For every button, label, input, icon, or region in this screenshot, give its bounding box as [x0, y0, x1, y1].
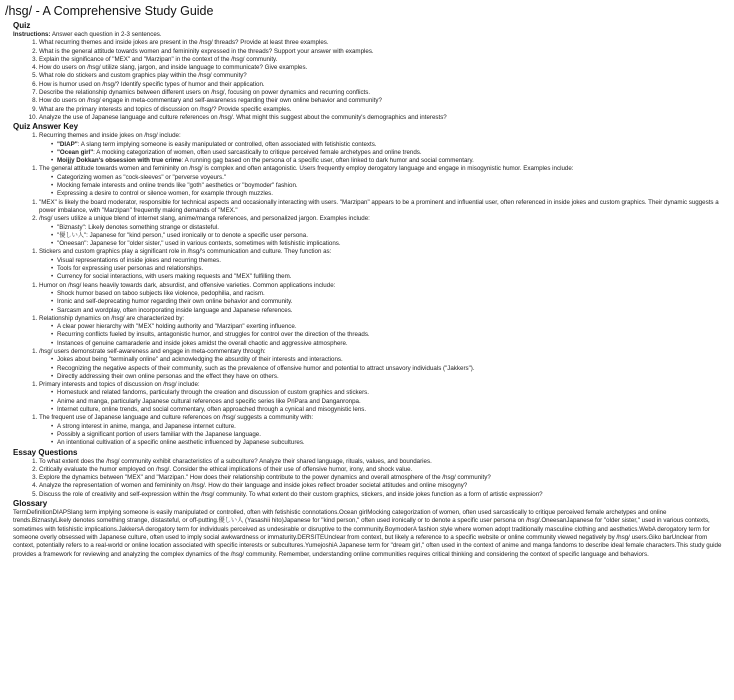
- answer-bullet-text: Anime and manga, particularly Japanese cultural references and specific series like PriPara and Danganronpa.: [57, 397, 361, 405]
- instructions-text: Answer each question in 2-3 sentences.: [50, 31, 162, 38]
- glossary-text: TermDefinitionDIAPSlang term implying someone is easily manipulated or controlled, often with fetishistic connotations.Ocean girlMocking categorization of women, often used sarcastically to critique perceived female archetypes and online trends.BiznastyLikely denotes something strange, distasteful, or off-putting.優しい人 (Yasashii hito)Japanese for "kind person," often used ironically or to denote a specific user persona on /hsg/.OneesanJapanese for "older sister," used in various contexts, sometimes with fetishistic implications.JakkersA derogatory term for individuals perceived as undesirable or disruptive to the community.BoymoderA fashion style where women adopt traditionally masculine clothing and aesthetics.WebA derogatory term for someone overly obsessed with Japanese culture, often used to imply social awkwardness or immaturity.DERSITEUnclear from context, but likely a reference to a specific website or online community viewed negatively by /hsg/ users.Giko barUnclear from context, potentially refers to a real-world or online location associated with specific interests or subcultures.YumejoshiA Japanese term for "dream girl," often used in the context of anime and manga fandoms to describe ideal female characters.This study guide provides a framework for reviewing and analyzing the complex dynamics of the /hsg/ community. Remember, understanding online communities requires critical thinking and considering the context of specific language and behaviors.: [13, 509, 722, 558]
- answer-bullet-text: Categorizing women as "cock-sleeves" or "perverse voyeurs.": [57, 173, 227, 181]
- answer-bullet: [57, 323, 728, 331]
- answer-item-list: [13, 165, 728, 173]
- answer-item-list: [13, 199, 728, 216]
- quiz-question: 6. How is humor used on /hsg/? Identify specific types of humor and their application.: [39, 81, 728, 89]
- answer-bullet: [57, 307, 728, 315]
- answer-bullet: [57, 224, 728, 232]
- answer-key-heading: Quiz Answer Key: [13, 122, 79, 132]
- answer-bullet: [57, 182, 728, 190]
- answer-bullet-text: Expressing a desire to control or silence women, for example through muzzles.: [57, 190, 273, 198]
- answer-item: [39, 165, 728, 173]
- answer-bullet-text: : A running gag based on the persona of a specific user, often linked to dark humor and social commentary.: [181, 157, 474, 165]
- answer-item: [39, 248, 728, 256]
- answer-bullet: [57, 290, 728, 298]
- answer-bullet: [57, 257, 728, 265]
- answer-item: [39, 215, 728, 223]
- answer-bullet: [57, 423, 728, 431]
- answer-bullet: [57, 157, 728, 165]
- answer-bullet: [57, 389, 728, 397]
- answer-item-list: [13, 381, 728, 389]
- answer-bullet-text: Mocking female interests and online trends like "goth" aesthetics or "boymoder" fashion.: [57, 182, 298, 190]
- quiz-question: 2. What is the general attitude towards women and femininity expressed in the threads? Support your answer with examples.: [39, 48, 728, 56]
- answer-item: [39, 348, 728, 356]
- answer-bullet-text: A clear power hierarchy with "MEX" holding authority and "Marzipan" exerting influence.: [57, 323, 297, 331]
- answer-item-list: [13, 348, 728, 356]
- answer-bullet: [57, 149, 728, 157]
- instructions-label: Instructions:: [13, 31, 51, 38]
- answer-bullet-term: "DIAP": [57, 140, 78, 148]
- answer-bullet-text: Internet culture, online trends, and social commentary, often approached through a cynical and misogynistic lens.: [57, 406, 367, 414]
- quiz-question: 10. Analyze the use of Japanese language and culture references on /hsg/. What might this suggest about the community's demographics and interests?: [39, 114, 728, 122]
- answer-bullet-text: : A mocking categorization of women, often used sarcastically to critique perceived female archetypes and online trends.: [93, 148, 422, 156]
- answer-bullet-list: [13, 257, 728, 282]
- answer-bullet: [57, 373, 728, 381]
- answer-bullet-list: [13, 141, 728, 166]
- quiz-question: 9. What are the primary interests and topics of discussion on /hsg/? Provide specific examples.: [39, 106, 728, 114]
- answer-intro: Relationship dynamics on /hsg/ are characterized by:: [39, 314, 185, 322]
- answer-intro: "MEX" is likely the board moderator, responsible for technical aspects and occasionally interacting with users. "Marzipan" appears to be a prominent and influential user, often referenced in inside jokes and custom graphics. Their dynamic suggests a power imbalance, with "Marzipan" frequently making demands of "MEX.": [39, 198, 719, 214]
- quiz-question: 5. What role do stickers and custom graphics play within the /hsg/ community?: [39, 72, 728, 80]
- answer-bullet-text: "Biznasty": Likely denotes something strange or distasteful.: [57, 223, 219, 231]
- answer-bullet-text: "優しい人": Japanese for "kind person," used ironically or to denote a specific user persona.: [57, 231, 308, 239]
- page-title: /hsg/ - A Comprehensive Study Guide: [5, 4, 214, 18]
- answer-bullet-text: An intentional cultivation of a specific online aesthetic influenced by Japanese subcultures.: [57, 439, 305, 447]
- quiz-instructions: [13, 31, 728, 39]
- answer-bullet: [57, 298, 728, 306]
- answer-bullet-text: Jokes about being "terminally online" and acknowledging the absurdity of their interests and interactions.: [57, 356, 343, 364]
- answer-bullet: [57, 174, 728, 182]
- answer-bullet-list: [13, 174, 728, 199]
- answer-bullet-text: : A slang term implying someone is easily manipulated or controlled, often associated with fetishistic contexts.: [77, 140, 377, 148]
- answer-bullet-list: [13, 224, 728, 249]
- answer-bullet-text: Recurring conflicts fueled by insults, antagonistic humor, and struggles for control over the direction of the threads.: [57, 331, 370, 339]
- answer-key-list: [13, 132, 728, 447]
- quiz-question: 7. Describe the relationship dynamics between different users on /hsg/, focusing on power dynamics and recurring conflicts.: [39, 89, 728, 97]
- quiz-question: 1. What recurring themes and inside jokes are present in the /hsg/ threads? Provide at least three examples.: [39, 39, 728, 47]
- quiz-question: 3. Explain the significance of "MEX" and "Marzipan" in the context of the /hsg/ community.: [39, 56, 728, 64]
- answer-bullet: [57, 240, 728, 248]
- answer-bullet: [57, 265, 728, 273]
- essay-heading: Essay Questions: [13, 447, 78, 457]
- answer-bullet-text: "Oneesan": Japanese for "older sister," used in various contexts, sometimes with fetishistic implications.: [57, 240, 341, 248]
- essay-question: 4. Analyze the representation of women and femininity on /hsg/. How do their language and inside jokes reflect broader societal attitudes and online misogyny?: [39, 482, 728, 490]
- answer-bullet-text: Currency for social interactions, with users making requests and "MEX" fulfilling them.: [57, 273, 292, 281]
- answer-intro: The frequent use of Japanese language and culture references on /hsg/ suggests a community with:: [39, 414, 314, 422]
- quiz-question: 8. How do users on /hsg/ engage in meta-commentary and self-awareness regarding their own online behavior and community?: [39, 97, 728, 105]
- answer-bullet-list: [13, 423, 728, 448]
- essay-question-list: [13, 458, 728, 499]
- answer-bullet-text: A strong interest in anime, manga, and Japanese internet culture.: [57, 422, 236, 430]
- answer-bullet-list: [13, 389, 728, 414]
- answer-bullet-list: [13, 323, 728, 348]
- answer-intro: Recurring themes and inside jokes on /hsg/ include:: [39, 132, 181, 140]
- answer-bullet: [57, 340, 728, 348]
- answer-bullet-text: Homestuck and related fandoms, particularly through the creation and discussion of custom graphics and stickers.: [57, 389, 369, 397]
- answer-item: [39, 199, 728, 216]
- answer-bullet: [57, 406, 728, 414]
- answer-intro: /hsg/ users demonstrate self-awareness and engage in meta-commentary through:: [39, 347, 266, 355]
- answer-bullet-term: "Ocean girl": [57, 148, 94, 156]
- answer-bullet-text: Tools for expressing user personas and relationships.: [57, 265, 204, 273]
- quiz-heading: Quiz: [13, 21, 31, 30]
- answer-item-list: [13, 282, 728, 290]
- answer-bullet-text: Recognizing the negative aspects of their community, such as the prevalence of offensive humor and potential to attract unsavory individuals ("Jakkers").: [57, 364, 475, 372]
- answer-bullet-text: Ironic and self-deprecating humor regarding their own online behavior and community.: [57, 298, 293, 306]
- answer-bullet-text: Possibly a significant portion of users familiar with the Japanese language.: [57, 430, 261, 438]
- answer-bullet-list: [13, 356, 728, 381]
- quiz-question: 4. How do users on /hsg/ utilize slang, jargon, and inside language to communicate? Give examples.: [39, 64, 728, 72]
- glossary-heading: Glossary: [13, 499, 48, 509]
- answer-intro: Humor on /hsg/ leans heavily towards dark, absurdist, and offensive varieties. Common applications include:: [39, 281, 336, 289]
- answer-bullet-list: [13, 290, 728, 315]
- answer-item: [39, 414, 728, 422]
- answer-bullet-text: Visual representations of inside jokes and recurring themes.: [57, 256, 221, 264]
- answer-bullet: [57, 232, 728, 240]
- answer-intro: Stickers and custom graphics play a significant role in /hsg/'s communication and culture. They function as:: [39, 248, 332, 256]
- quiz-question-list: [13, 39, 728, 122]
- answer-bullet-text: Shock humor based on taboo subjects like violence, pedophilia, and racism.: [57, 289, 265, 297]
- answer-intro: /hsg/ users utilize a unique blend of internet slang, anime/manga references, and personalized jargon. Examples include:: [39, 215, 370, 223]
- answer-bullet: [57, 439, 728, 447]
- answer-bullet-term: Moijjy Dokkan's obsession with true crime: [57, 157, 182, 165]
- answer-item-list: [13, 315, 728, 323]
- answer-bullet: [57, 431, 728, 439]
- answer-item: [39, 282, 728, 290]
- answer-bullet: [57, 273, 728, 281]
- answer-bullet: [57, 398, 728, 406]
- answer-item-list: [13, 248, 728, 256]
- essay-question: 5. Discuss the role of creativity and self-expression within the /hsg/ community. To what extent do their custom graphics, stickers, and inside jokes function as a form of artistic expression?: [39, 491, 728, 499]
- answer-bullet-text: Sarcasm and wordplay, often incorporating inside language and Japanese references.: [57, 306, 293, 314]
- answer-item-list: [13, 215, 728, 223]
- answer-bullet: [57, 331, 728, 339]
- answer-bullet: [57, 356, 728, 364]
- essay-question: 2. Critically evaluate the humor employed on /hsg/. Consider the ethical implications of their use of offensive humor, irony, and shock value.: [39, 466, 728, 474]
- answer-bullet-text: Instances of genuine camaraderie and inside jokes amidst the overall chaotic and aggressive atmosphere.: [57, 339, 348, 347]
- essay-question: 1. To what extent does the /hsg/ community exhibit characteristics of a subculture? Analyze their shared language, rituals, values, and boundaries.: [39, 458, 728, 466]
- answer-bullet-text: Directly addressing their own online personas and the effect they have on others.: [57, 372, 279, 380]
- essay-question: 3. Explore the dynamics between "MEX" and "Marzipan." How does their relationship contribute to the power dynamics and overall atmosphere of the /hsg/ community?: [39, 474, 728, 482]
- answer-bullet: [57, 190, 728, 198]
- answer-item: [39, 315, 728, 323]
- answer-item: [39, 132, 728, 140]
- answer-bullet: [57, 141, 728, 149]
- answer-bullet: [57, 365, 728, 373]
- answer-item-list: [13, 132, 728, 140]
- answer-item-list: [13, 414, 728, 422]
- answer-intro: Primary interests and topics of discussion on /hsg/ include:: [39, 381, 200, 389]
- answer-intro: The general attitude towards women and femininity on /hsg/ is complex and often antagonistic. Users frequently employ derogatory language and engage in misogynistic humor. Examples include:: [39, 165, 574, 173]
- answer-item: [39, 381, 728, 389]
